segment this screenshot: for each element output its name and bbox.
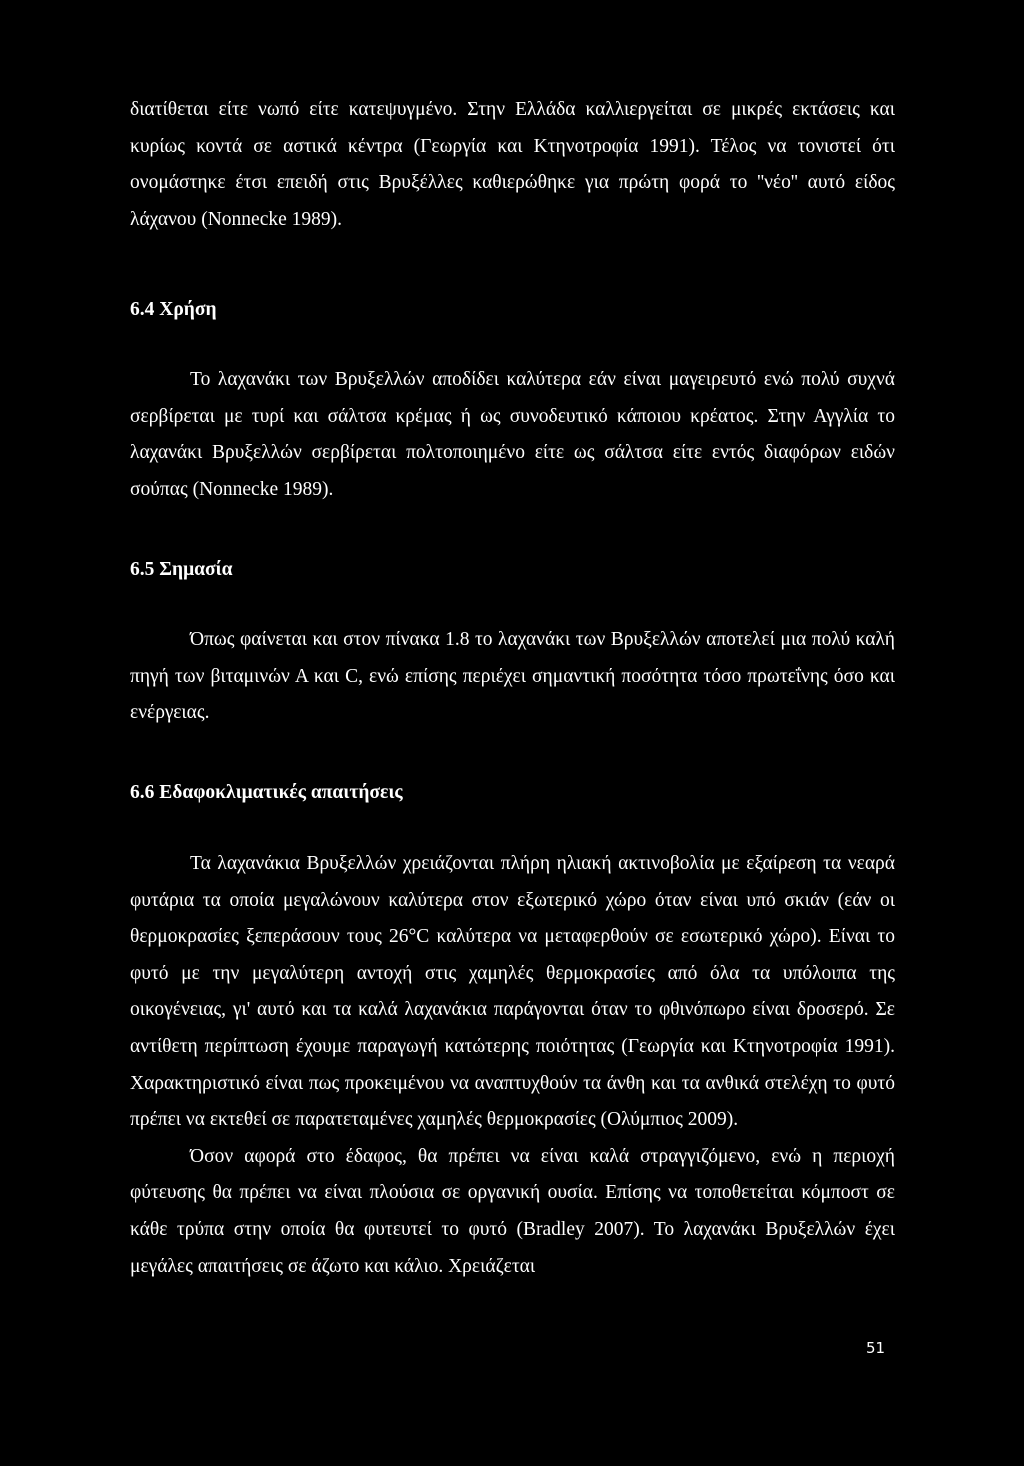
usage-paragraph: Το λαχανάκι των Βρυξελλών αποδίδει καλύτερα εάν είναι μαγειρευτό ενώ πολύ συχνά σερβίρεται με τυρί και σάλτσα κρέμας ή ως συνοδευτικό κάποιου κρέατος. Στην Αγγλία το λαχανάκι Βρυξελλών σερβίρεται πολτοποιημένο είτε ως σάλτσα είτε εντός διαφόρων ειδών σούπας (Nonnecke 1989).	[130, 369, 895, 500]
soil-climate-paragraph-1: Τα λαχανάκια Βρυξελλών χρειάζονται πλήρη ηλιακή ακτινοβολία με εξαίρεση τα νεαρά φυτάρια τα οποία μεγαλώνουν καλύτερα στον εξωτερικό χώρο όταν είναι υπό σκιάν (εάν οι θερμοκρασίες ξεπεράσουν τους 26°C καλύτερα να μεταφερθούν σε εσωτερικό χώρο). Είναι το φυτό με την μεγαλύτερη αντοχή στις χαμηλές θερμοκρασίες από όλα τα υπόλοιπα της οικογένειας, γι' αυτό και τα καλά λαχανάκια παράγονται όταν το φθινόπωρο είναι δροσερό. Σε αντίθετη περίπτωση έχουμε παραγωγή κατώτερης ποιότητας (Γεωργία και Κτηνοτροφία 1991). Χαρακτηριστικό είναι πως προκειμένου να αναπτυχθούν τα άνθη και τα ανθικά στελέχη το φυτό πρέπει να εκτεθεί σε παρατεταμένες χαμηλές θερμοκρασίες (Ολύμπιος 2009).	[130, 853, 895, 1131]
intro-paragraph: διατίθεται είτε νωπό είτε κατεψυγμένο. Στην Ελλάδα καλλιεργείται σε μικρές εκτάσεις και κυρίως κοντά σε αστικά κέντρα (Γεωργία και Κτηνοτροφία 1991). Τέλος να τονιστεί ότι ονομάστηκε έτσι επειδή στις Βρυξέλλες καθιερώθηκε για πρώτη φορά το ''νέο'' αυτό είδος λάχανου (Nonnecke 1989).	[130, 99, 895, 230]
section-heading-importance: 6.5 Σημασία	[130, 559, 233, 580]
section-usage-body	[130, 362, 895, 508]
section-heading-soil-climate: 6.6 Εδαφοκλιματικές απαιτήσεις	[130, 782, 403, 803]
section-heading-usage: 6.4 Χρήση	[130, 299, 217, 320]
page-number: 51	[866, 1339, 886, 1357]
intro-block	[130, 92, 895, 238]
section-soil-climate-body	[130, 846, 895, 1285]
soil-climate-paragraph-2: Όσον αφορά στο έδαφος, θα πρέπει να είναι καλά στραγγιζόμενο, ενώ η περιοχή φύτευσης θα πρέπει να είναι πλούσια σε οργανική ουσία. Επίσης να τοποθετείται κόμποστ σε κάθε τρύπα στην οποία θα φυτευτεί το φυτό (Bradley 2007). Το λαχανάκι Βρυξελλών έχει μεγάλες απαιτήσεις σε άζωτο και κάλιο. Χρειάζεται	[130, 1145, 895, 1277]
section-importance-body	[130, 622, 895, 732]
importance-paragraph: Όπως φαίνεται και στον πίνακα 1.8 το λαχανάκι των Βρυξελλών αποτελεί μια πολύ καλή πηγή των βιταμινών Α και C, ενώ επίσης περιέχει σημαντική ποσότητα τόσο πρωτεΐνης όσο και ενέργειας.	[130, 629, 895, 724]
